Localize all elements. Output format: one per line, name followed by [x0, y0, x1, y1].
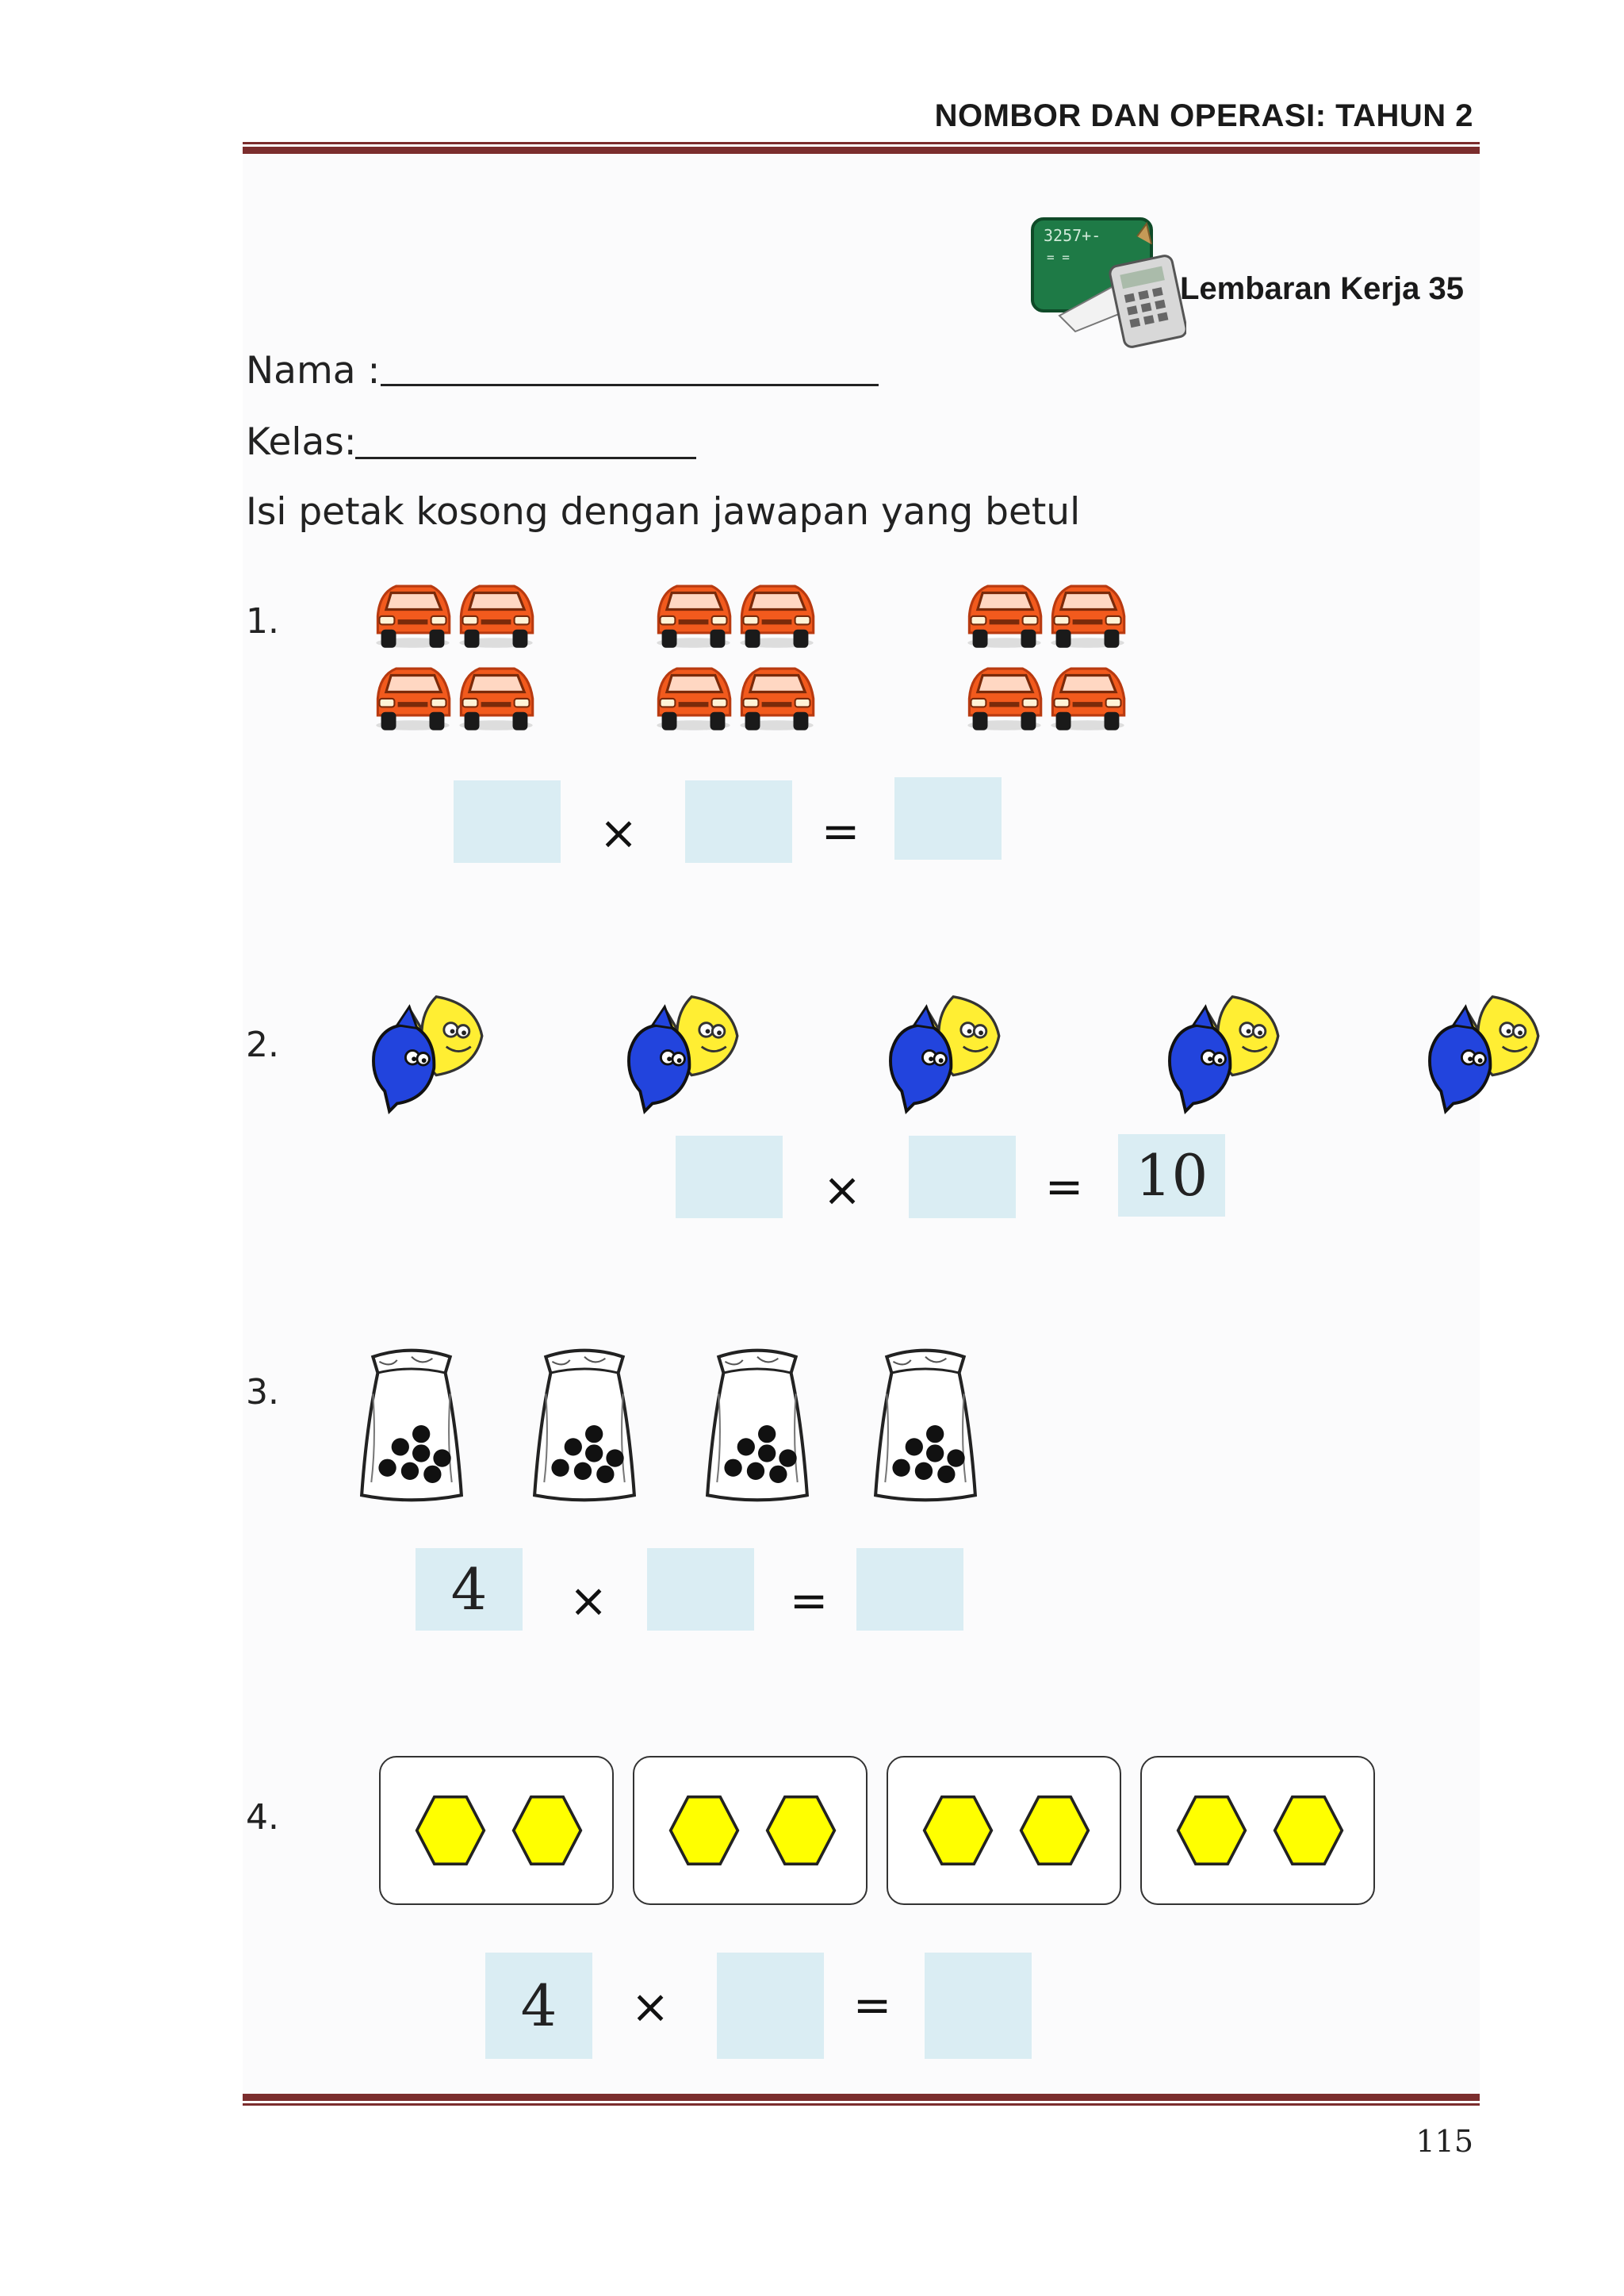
- header-title: NOMBOR DAN OPERASI: TAHUN 2: [934, 98, 1473, 133]
- instruction-text: Isi petak kosong dengan jawapan yang betul: [246, 490, 1081, 534]
- question-3-result-box[interactable]: [856, 1548, 963, 1631]
- question-4-number: 4.: [246, 1797, 279, 1838]
- question-4-result-box[interactable]: [925, 1953, 1032, 2059]
- fish-pair-icon: [622, 991, 745, 1114]
- multiply-sign: ×: [569, 1573, 608, 1627]
- hexagon-group: [1140, 1756, 1375, 1905]
- question-1-result-box[interactable]: [894, 777, 1002, 860]
- hexagon-icon: [921, 1794, 994, 1867]
- equals-sign: =: [789, 1573, 829, 1627]
- sack-with-balls-icon: [701, 1345, 814, 1507]
- svg-text:= =: = =: [1047, 250, 1070, 265]
- sack-with-balls-icon: [355, 1345, 468, 1507]
- multiply-sign: ×: [630, 1980, 670, 2033]
- hexagon-icon: [511, 1794, 584, 1867]
- sack-with-balls-icon: [869, 1345, 982, 1507]
- worksheet-title: Lembaran Kerja 35: [1180, 271, 1464, 306]
- car-icon: [371, 650, 454, 734]
- question-4-factor-1-box[interactable]: 4: [485, 1953, 592, 2059]
- name-label: Nama :: [246, 349, 381, 393]
- fish-pair-icon: [883, 991, 1006, 1114]
- question-1-number: 1.: [246, 601, 279, 642]
- question-2-result-box[interactable]: 10: [1118, 1134, 1225, 1217]
- car-icon: [735, 568, 818, 651]
- fish-pair-icon: [366, 991, 489, 1114]
- hexagon-icon: [1272, 1794, 1345, 1867]
- question-2-factor-1-box[interactable]: [676, 1136, 783, 1218]
- car-group: [371, 568, 546, 738]
- equals-sign: =: [1044, 1159, 1084, 1213]
- question-2-factor-2-box[interactable]: [909, 1136, 1016, 1218]
- hexagon-icon: [668, 1794, 741, 1867]
- question-2-number: 2.: [246, 1025, 279, 1065]
- name-field[interactable]: [381, 384, 879, 386]
- question-3-number: 3.: [246, 1372, 279, 1412]
- car-icon: [963, 568, 1046, 651]
- sack-with-balls-icon: [528, 1345, 641, 1507]
- page-number: 115: [1415, 2124, 1473, 2159]
- car-icon: [371, 568, 454, 651]
- header-rule: [243, 140, 1480, 154]
- car-icon: [454, 650, 538, 734]
- question-3-factor-2-box[interactable]: [647, 1548, 754, 1631]
- hexagon-icon: [414, 1794, 487, 1867]
- hexagon-group: [633, 1756, 868, 1905]
- question-3-factor-1-box[interactable]: 4: [416, 1548, 523, 1631]
- fish-pair-icon: [1423, 991, 1545, 1114]
- car-icon: [1046, 650, 1129, 734]
- equals-sign: =: [821, 804, 860, 858]
- car-icon: [652, 568, 735, 651]
- class-field[interactable]: [355, 457, 696, 459]
- hexagon-group: [379, 1756, 614, 1905]
- multiply-sign: ×: [822, 1163, 862, 1217]
- multiply-sign: ×: [599, 806, 638, 860]
- hexagon-icon: [764, 1794, 837, 1867]
- question-1-factor-1-box[interactable]: [454, 780, 561, 863]
- class-label: Kelas:: [246, 420, 357, 464]
- hexagon-group: [887, 1756, 1121, 1905]
- hexagon-icon: [1175, 1794, 1248, 1867]
- car-icon: [963, 650, 1046, 734]
- question-1-factor-2-box[interactable]: [685, 780, 792, 863]
- question-4-factor-2-box[interactable]: [717, 1953, 824, 2059]
- equals-sign: =: [852, 1978, 892, 2032]
- car-icon: [652, 650, 735, 734]
- car-group: [652, 568, 826, 738]
- car-icon: [1046, 568, 1129, 651]
- car-icon: [454, 568, 538, 651]
- svg-text:3257+-: 3257+-: [1044, 226, 1101, 245]
- footer-rule: [243, 2094, 1480, 2106]
- fish-pair-icon: [1162, 991, 1285, 1114]
- car-icon: [735, 650, 818, 734]
- calculator-chalkboard-icon: [1028, 213, 1186, 355]
- hexagon-icon: [1018, 1794, 1091, 1867]
- car-group: [963, 568, 1137, 738]
